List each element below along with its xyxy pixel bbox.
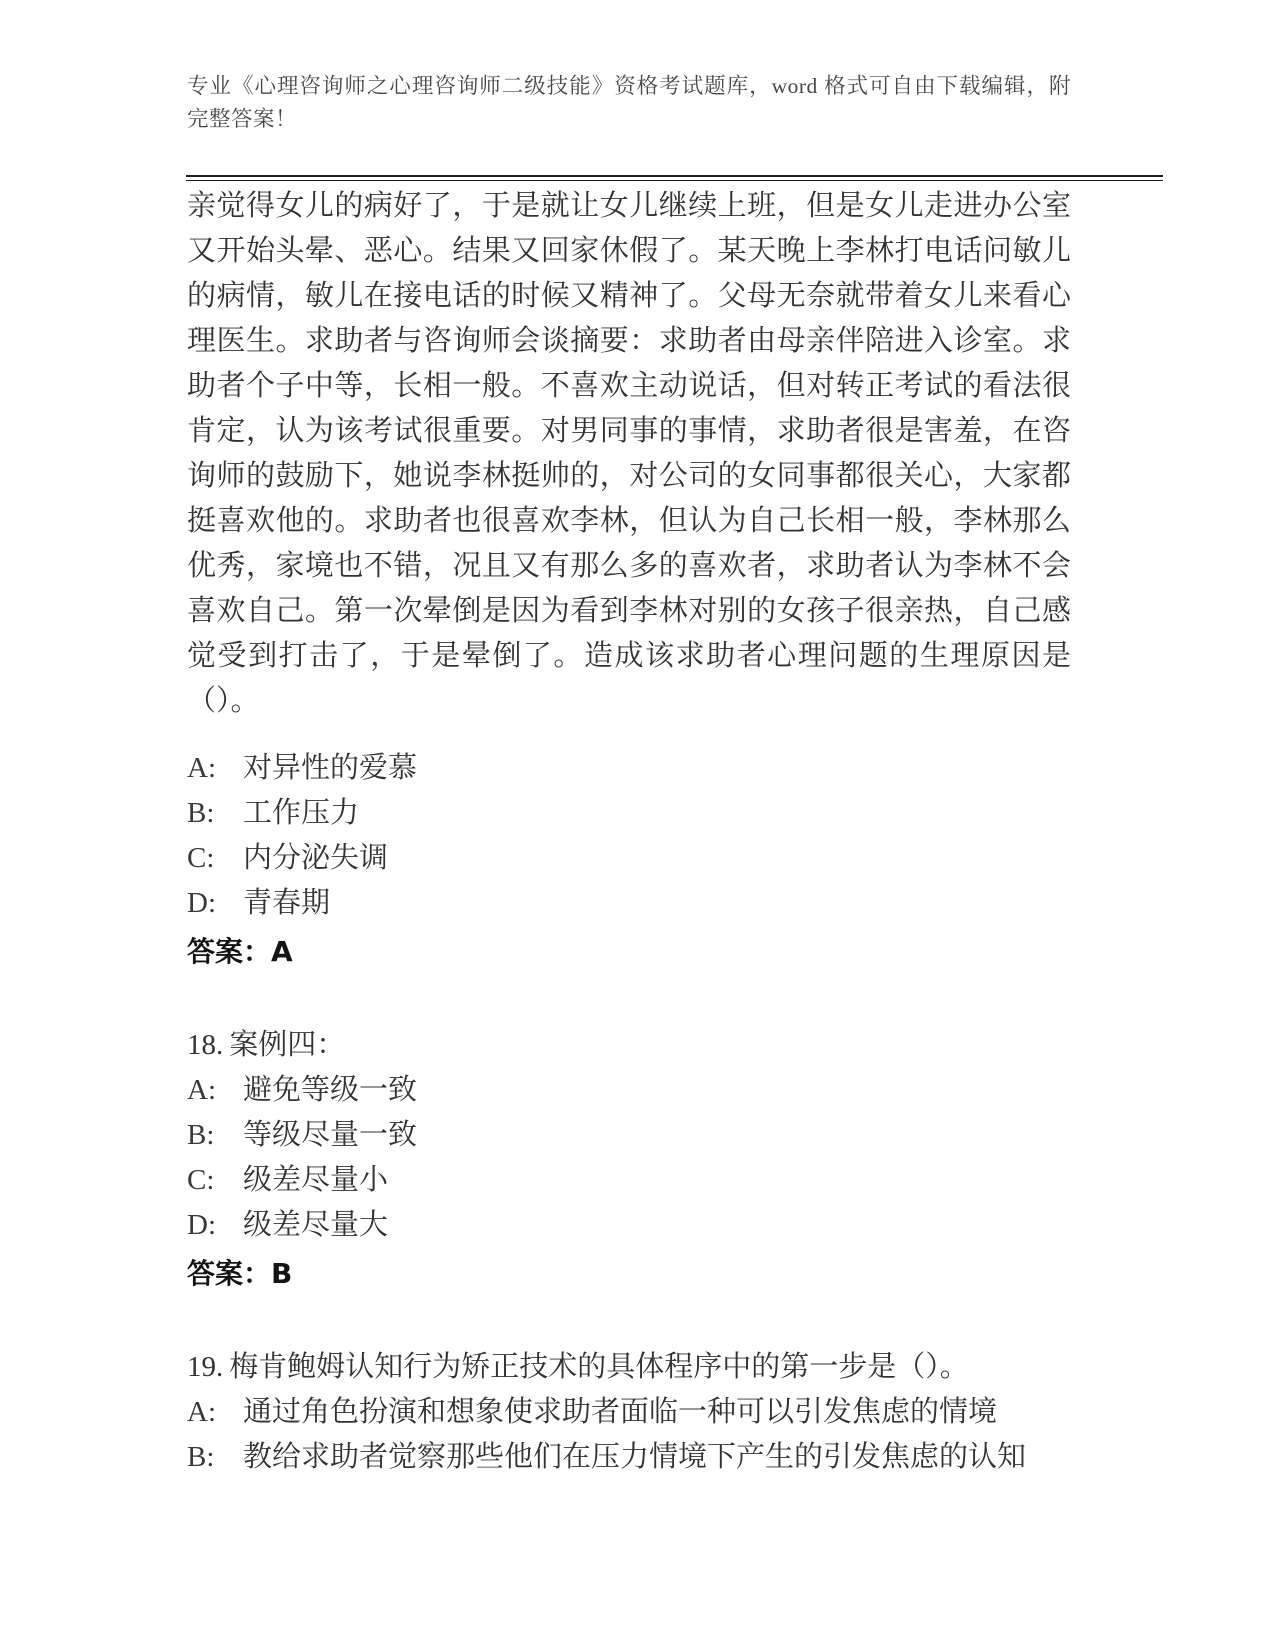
- question-stem-row: [187, 1345, 1071, 1390]
- option-text: 级差尽量大: [243, 1209, 389, 1241]
- option-text: 对异性的爱慕: [243, 752, 418, 784]
- option-row-a: [187, 1390, 1071, 1435]
- option-text: 内分泌失调: [243, 842, 389, 874]
- option-row-d: [187, 1203, 1071, 1248]
- option-label: D:: [187, 887, 216, 919]
- option-text: 工作压力: [243, 797, 360, 829]
- option-text: 避免等级一致: [243, 1074, 418, 1106]
- option-text: 通过角色扮演和想象使求助者面临一种可以引发焦虑的情境: [243, 1396, 998, 1428]
- option-label: B:: [187, 1119, 215, 1151]
- document-header-note: 专业《心理咨询师之心理咨询师二级技能》资格考试题库，word 格式可自由下载编辑，附完整答案！: [187, 74, 1071, 131]
- option-text: 教给求助者觉察那些他们在压力情境下产生的引发焦虑的认知: [243, 1441, 1027, 1473]
- options-list: [187, 746, 1071, 926]
- option-row-b: [187, 1435, 1071, 1480]
- question-stem: 梅肯鲍姆认知行为矫正技术的具体程序中的第一步是（）。: [229, 1351, 969, 1383]
- option-row-d: [187, 881, 1071, 926]
- option-text: 级差尽量小: [243, 1164, 389, 1196]
- option-label: A:: [187, 752, 216, 784]
- question-body: 亲觉得女儿的病好了，于是就让女儿继续上班，但是女儿走进办公室又开始头晕、恶心。结果又回家休假了。某天晚上李林打电话问敏儿的病情，敏儿在接电话的时候又精神了。父母无奈就带着女儿来看心理医生。求助者与咨询师会谈摘要：求助者由母亲伴陪进入诊室。求助者个子中等，长相一般。不喜欢主动说话，但对转正考试的看法很肯定，认为该考试很重要。对男同事的事情，求助者很是害羞，在咨询师的鼓励下，她说李林挺帅的，对公司的女同事都很关心，大家都挺喜欢他的。求助者也很喜欢李林，但认为自己长相一般，李林那么优秀，家境也不错，况且又有那么多的喜欢者，求助者认为李林不会喜欢自己。第一次晕倒是因为看到李林对别的女孩子很亲热，自己感觉受到打击了，于是晕倒了。造成该求助者心理问题的生理原因是（）。: [187, 190, 1071, 717]
- option-row-c: [187, 836, 1071, 881]
- answer-line: 答案：A: [187, 935, 293, 968]
- option-label: D:: [187, 1209, 216, 1241]
- option-row-b: [187, 791, 1071, 836]
- option-label: B:: [187, 1441, 215, 1473]
- option-label: A:: [187, 1074, 216, 1106]
- option-label: C:: [187, 1164, 215, 1196]
- option-label: A:: [187, 1396, 216, 1428]
- question-stem-row: [187, 1023, 1071, 1068]
- option-text: 等级尽量一致: [243, 1119, 418, 1151]
- options-list: [187, 1390, 1071, 1480]
- option-label: C:: [187, 842, 215, 874]
- option-text: 青春期: [243, 887, 331, 919]
- answer-line: 答案：B: [187, 1257, 293, 1290]
- question-number: 19.: [187, 1351, 224, 1383]
- option-row-c: [187, 1158, 1071, 1203]
- header-divider: [186, 175, 1163, 181]
- option-label: B:: [187, 797, 215, 829]
- question-stem: 案例四：: [229, 1029, 346, 1061]
- option-row-a: [187, 746, 1071, 791]
- options-list: [187, 1068, 1071, 1248]
- question-18: [187, 1023, 1071, 1296]
- option-row-b: [187, 1113, 1071, 1158]
- question-number: 18.: [187, 1029, 224, 1061]
- question-19: [187, 1345, 1071, 1480]
- option-row-a: [187, 1068, 1071, 1113]
- question-17-continued: [187, 184, 1071, 974]
